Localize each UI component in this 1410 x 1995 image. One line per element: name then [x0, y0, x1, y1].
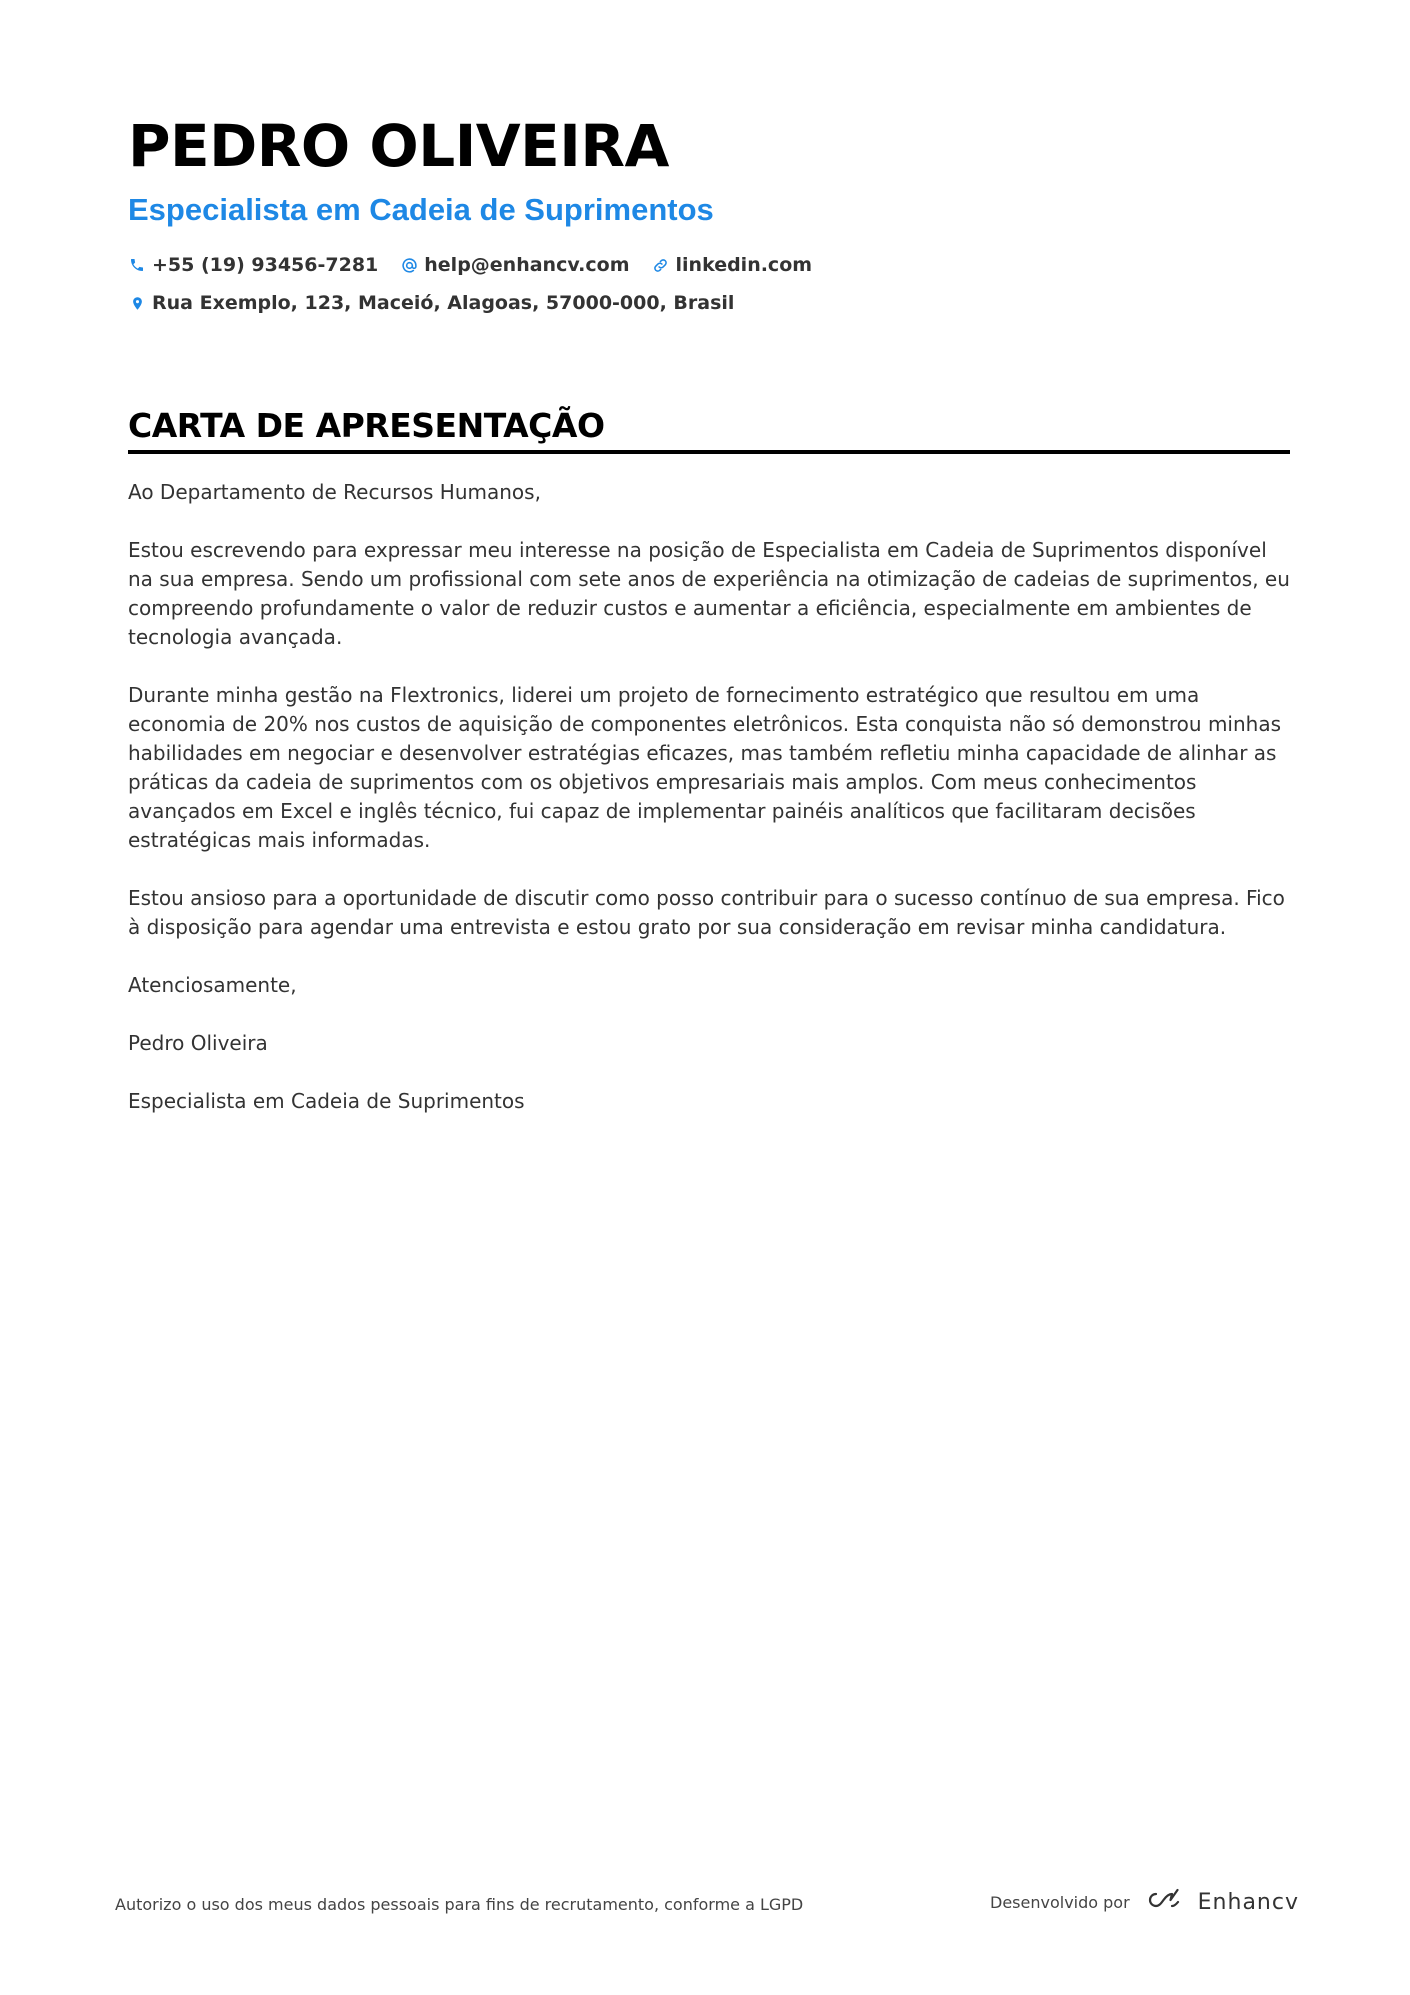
signature-title: Especialista em Cadeia de Suprimentos	[128, 1089, 525, 1113]
letter-paragraph: Estou ansioso para a oportunidade de discutir como posso contribuir para o sucesso contínuo de sua empresa. Fico à disposição para agendar uma entrevista e estou grato por sua consideração em revisar minha candidatura.	[128, 886, 1285, 939]
email-text[interactable]: help@enhancv.com	[424, 254, 630, 276]
letter-paragraph: Estou escrevendo para expressar meu interesse na posição de Especialista em Cadeia de Suprimentos disponível na sua empresa. Sendo um profissional com sete anos de experiência na otimização de cadeias de suprimentos, eu compreendo profundamente o valor de reduzir custos e aumentar a eficiência, especialmente em ambientes de tecnologia avançada.	[128, 538, 1290, 649]
phone-text: +55 (19) 93456-7281	[152, 254, 379, 276]
address-text: Rua Exemplo, 123, Maceió, Alagoas, 57000-000, Brasil	[152, 292, 735, 314]
signature-name: Pedro Oliveira	[128, 1031, 268, 1055]
brand-link[interactable]	[1142, 1888, 1299, 1916]
letter-closing: Atenciosamente,	[128, 973, 297, 997]
location-pin-icon	[128, 294, 146, 312]
candidate-name: PEDRO OLIVEIRA	[128, 112, 669, 180]
powered-by-label: Desenvolvido por	[990, 1892, 1130, 1912]
linkedin-text[interactable]: linkedin.com	[675, 254, 813, 276]
phone-icon	[128, 256, 146, 274]
section-title: CARTA DE APRESENTAÇÃO	[128, 406, 605, 445]
header	[128, 110, 1288, 316]
letter-body	[128, 478, 1290, 1116]
contact-email[interactable]	[400, 252, 629, 278]
address-row	[128, 290, 1288, 316]
footer-consent: Autorizo o uso dos meus dados pessoais para fins de recrutamento, conforme a LGPD	[115, 1895, 804, 1914]
contact-address	[128, 290, 734, 316]
contact-row	[128, 252, 1288, 278]
link-icon	[652, 256, 670, 274]
section-divider	[128, 450, 1290, 454]
cover-letter-section	[128, 404, 1290, 1145]
enhancv-logo-icon	[1142, 1888, 1188, 1916]
footer-branding[interactable]	[990, 1888, 1299, 1916]
letter-paragraph: Durante minha gestão na Flextronics, liderei um projeto de fornecimento estratégico que resultou em uma economia de 20% nos custos de aquisição de componentes eletrônicos. Esta conquista não só demonstrou minhas habilidades em negociar e desenvolver estratégias eficazes, mas também refletiu minha capacidade de alinhar as práticas da cadeia de suprimentos com os objetivos empresariais mais amplos. Com meus conhecimentos avançados em Excel e inglês técnico, fui capaz de implementar painéis analíticos que facilitaram decisões estratégicas mais informadas.	[128, 683, 1282, 852]
letter-greeting: Ao Departamento de Recursos Humanos,	[128, 480, 541, 504]
contact-phone	[128, 252, 378, 278]
candidate-title: Especialista em Cadeia de Suprimentos	[128, 192, 714, 227]
brand-name[interactable]: Enhancv	[1197, 1889, 1299, 1915]
contact-linkedin[interactable]	[652, 252, 813, 278]
at-icon	[400, 256, 418, 274]
